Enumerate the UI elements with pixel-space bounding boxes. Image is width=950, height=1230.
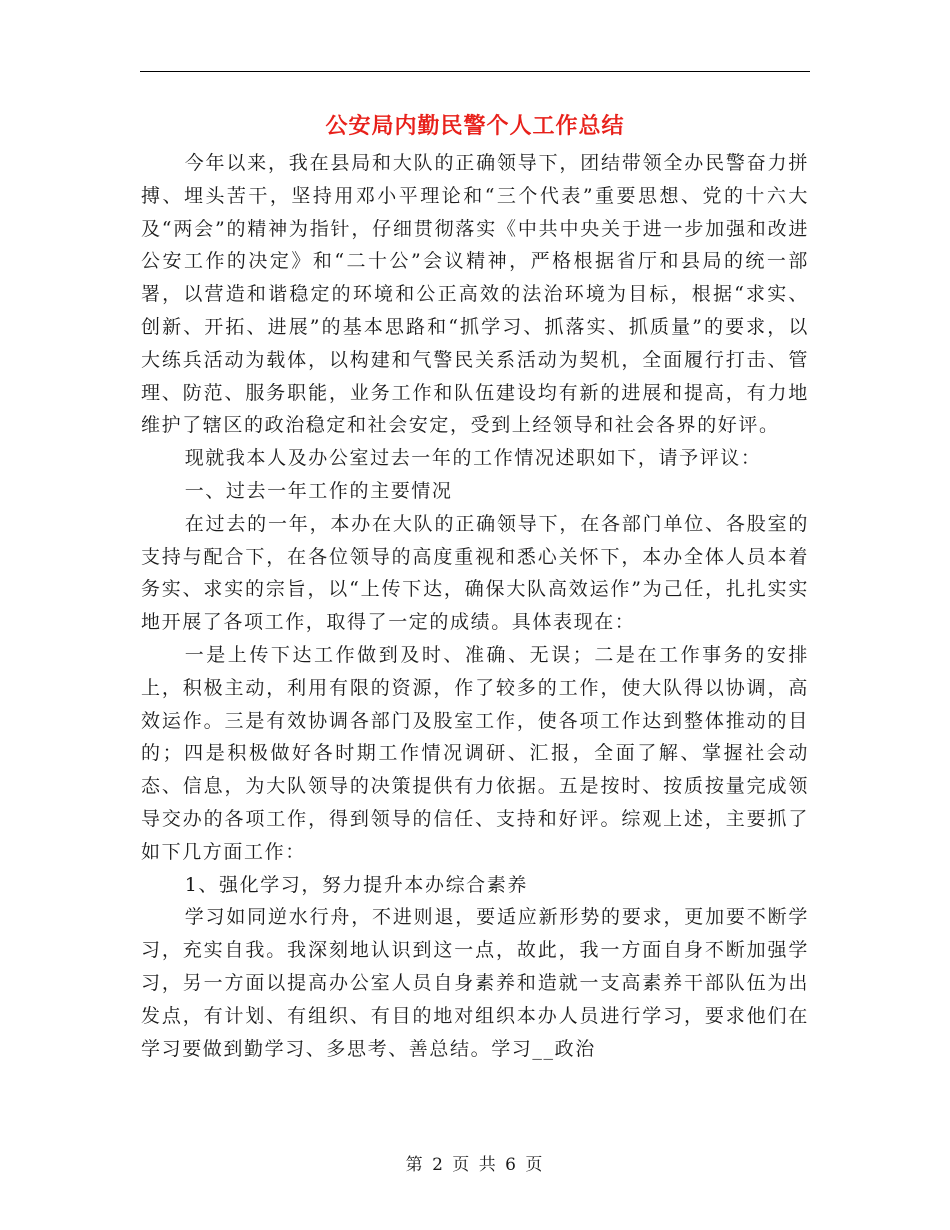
- header-rule: [140, 71, 810, 72]
- paragraph-past-year: 在过去的一年，本办在大队的正确领导下，在各部门单位、各股室的支持与配合下，在各位领导的高度重视和悉心关怀下，本办全体人员本着务实、求实的宗旨，以“上传下达，确保大队高效运作”为己任，扎扎实实地开展了各项工作，取得了一定的成绩。具体表现在：: [141, 512, 809, 634]
- paragraph-intro: 今年以来，我在县局和大队的正确领导下，团结带领全办民警奋力拼搏、埋头苦干，坚持用邓小平理论和“三个代表”重要思想、党的十六大及“两会”的精神为指针，仔细贯彻落实《中共中央关于进一步加强和改进公安工作的决定》和“二十公”会议精神，严格根据省厅和县局的统一部署，以营造和谐稳定的环境和公正高效的法治环境为目标，根据“求实、创新、开拓、进展”的基本思路和“抓学习、抓落实、抓质量”的要求，以大练兵活动为载体，以构建和气警民关系活动为契机，全面履行打击、管理、防范、服务职能，业务工作和队伍建设均有新的进展和提高，有力地维护了辖区的政治稳定和社会安定，受到上经领导和社会各界的好评。: [141, 152, 809, 437]
- footer-suffix: 页: [525, 1155, 545, 1175]
- footer-current-page: 2: [432, 1155, 445, 1175]
- document-title: 公安局内勤民警个人工作总结: [325, 113, 625, 139]
- page-footer: [0, 1150, 950, 1175]
- section-heading-1: 一、过去一年工作的主要情况: [184, 479, 453, 502]
- footer-prefix: 第: [405, 1155, 425, 1175]
- document-body: [141, 147, 809, 1065]
- subsection-heading-1: 1、强化学习，努力提升本办综合素养: [184, 873, 528, 896]
- paragraph-study: 学习如同逆水行舟，不进则退，要适应新形势的要求，更加要不断学习，充实自我。我深刻地认识到这一点，故此，我一方面自身不断加强学习，另一方面以提高办公室人员自身素养和造就一支高素养干部队伍为出发点，有计划、有组织、有目的地对组织本办人员进行学习，要求他们在学习要做到勤学习、多思考、善总结。学习__政治: [141, 906, 809, 1060]
- footer-middle: 页 共: [452, 1155, 498, 1175]
- paragraph-report-note: 现就我本人及办公室过去一年的工作情况述职如下，请予评议：: [184, 447, 762, 470]
- paragraph-achievements: 一是上传下达工作做到及时、准确、无误；二是在工作事务的安排上，积极主动，利用有限的资源，作了较多的工作，使大队得以协调，高效运作。三是有效协调各部门及股室工作，使各项工作达到整体推动的目的；四是积极做好各时期工作情况调研、汇报，全面了解、掌握社会动态、信息，为大队领导的决策提供有力依据。五是按时、按质按量完成领导交办的各项工作，得到领导的信任、支持和好评。综观上述，主要抓了如下几方面工作：: [141, 643, 809, 863]
- footer-total-pages: 6: [505, 1155, 518, 1175]
